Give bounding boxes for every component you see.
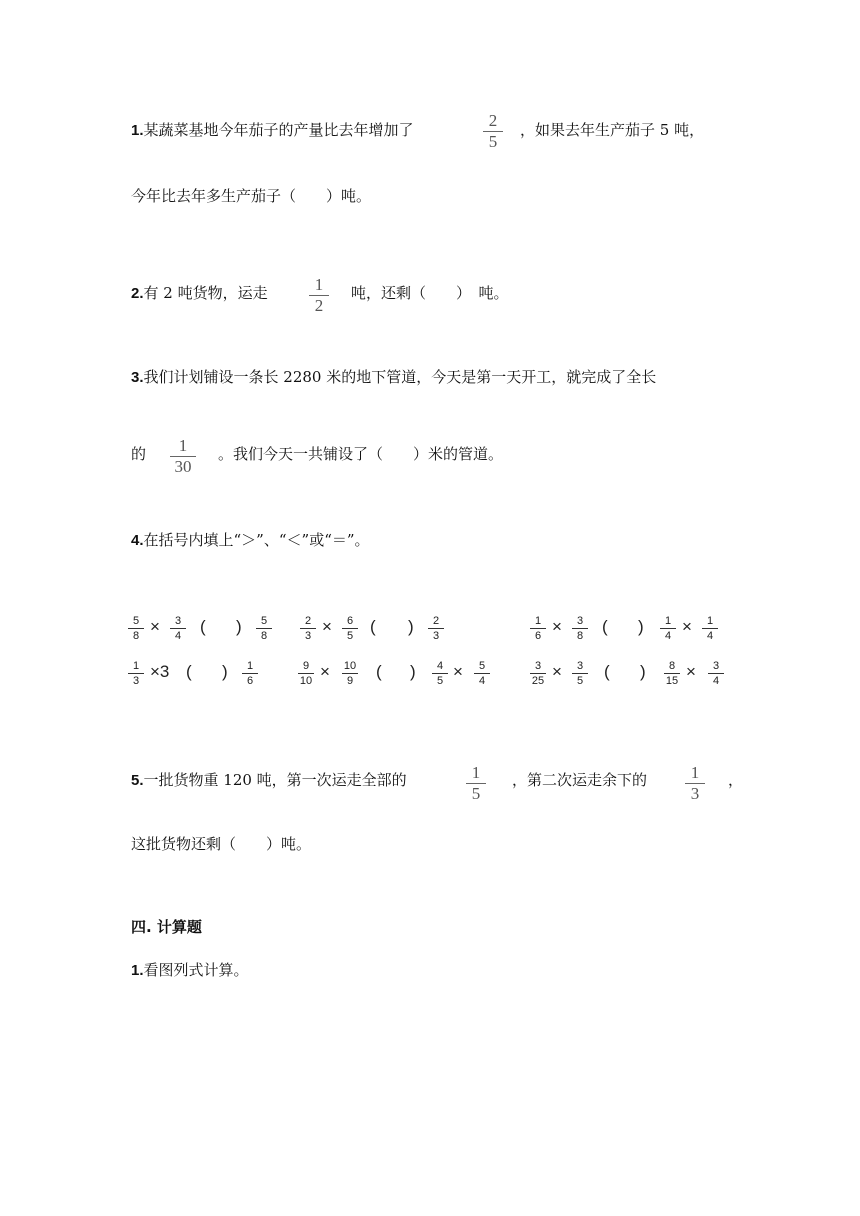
fraction: 10 9 — [343, 660, 357, 687]
fraction: 6 5 — [340, 615, 360, 642]
fraction: 5 4 — [472, 660, 492, 687]
q2-line — [131, 283, 268, 304]
times-sign: × — [320, 662, 330, 681]
q3-fraction — [170, 437, 196, 476]
q3-frac-numerator: 1 — [178, 436, 188, 455]
fraction: 1 4 — [658, 615, 678, 642]
answer-paren-open: ( — [186, 662, 192, 681]
fraction: 3 4 — [168, 615, 188, 642]
times-three: ×3 — [150, 662, 170, 681]
q1-text-b: ，如果去年生产茄子 5 吨， — [520, 121, 705, 139]
fraction: 5 8 — [126, 615, 146, 642]
answer-paren-close: ) — [410, 662, 416, 681]
q2-frac-denominator: 2 — [314, 296, 324, 315]
fraction: 1 6 — [240, 660, 260, 687]
q4-line — [131, 530, 370, 551]
answer-paren-open: ( — [602, 617, 608, 636]
answer-paren-close: ) — [222, 662, 228, 681]
times-sign: × — [682, 617, 692, 636]
times-sign: × — [552, 617, 562, 636]
q5-line2: 这批货物还剩（ ）吨。 — [131, 835, 312, 853]
q1-frac-denominator: 5 — [488, 132, 498, 151]
q3-frac-denominator: 30 — [174, 457, 192, 476]
q1-line1 — [131, 120, 414, 141]
q5-frac1-numerator: 1 — [471, 763, 481, 782]
q3-text-b: 。我们今天一共铺设了（ ）米的管道。 — [218, 445, 504, 463]
q5-fraction-2 — [685, 764, 705, 803]
section4-item1 — [131, 960, 249, 981]
answer-paren-close: ) — [638, 617, 644, 636]
section-heading: 四. 计算题 — [131, 918, 202, 936]
fraction: 1 3 — [126, 660, 146, 687]
q5-text-b: ，第二次运走余下的 — [512, 771, 648, 789]
times-sign: × — [322, 617, 332, 636]
q3-number: 3. — [131, 369, 144, 386]
q5-line1 — [131, 770, 407, 791]
answer-paren-open: ( — [604, 662, 610, 681]
answer-paren-close: ) — [640, 662, 646, 681]
q3-line1 — [131, 367, 656, 388]
fraction: 5 8 — [254, 615, 274, 642]
fraction: 8 15 — [665, 660, 679, 687]
fraction: 3 25 — [531, 660, 545, 687]
q4-number: 4. — [131, 532, 144, 549]
q1-line2: 今年比去年多生产茄子（ ）吨。 — [131, 187, 372, 205]
q5-number: 5. — [131, 772, 144, 789]
answer-paren-close: ) — [236, 617, 242, 636]
q5-fraction-1 — [466, 764, 486, 803]
q4-text: 在括号内填上“＞”、“＜”或“＝”。 — [143, 531, 370, 549]
q2-text-b: 吨，还剩（ ） 吨。 — [351, 284, 509, 302]
answer-paren-open: ( — [376, 662, 382, 681]
fraction: 1 4 — [700, 615, 720, 642]
q2-number: 2. — [131, 285, 144, 302]
answer-paren-open: ( — [200, 617, 206, 636]
answer-paren-close: ) — [408, 617, 414, 636]
q2-fraction — [309, 276, 329, 315]
fraction: 3 4 — [706, 660, 726, 687]
answer-paren-open: ( — [370, 617, 376, 636]
section4-item1-text: 看图列式计算。 — [143, 961, 249, 979]
times-sign: × — [150, 617, 160, 636]
q5-frac1-denominator: 5 — [471, 784, 481, 803]
fraction: 1 6 — [528, 615, 548, 642]
q1-number: 1. — [131, 122, 144, 139]
q5-frac2-denominator: 3 — [690, 784, 700, 803]
times-sign: × — [686, 662, 696, 681]
times-sign: × — [552, 662, 562, 681]
q3-line1-text: 我们计划铺设一条长 2280 米的地下管道，今天是第一天开工，就完成了全长 — [143, 368, 657, 386]
q2-text-a: 有 2 吨货物，运走 — [143, 284, 268, 302]
times-sign: × — [453, 662, 463, 681]
section4-item1-number: 1. — [131, 962, 144, 979]
fraction: 3 8 — [570, 615, 590, 642]
q5-text-a: 一批货物重 120 吨，第一次运走全部的 — [143, 771, 407, 789]
fraction: 2 3 — [426, 615, 446, 642]
q1-fraction — [483, 112, 503, 151]
q1-text-a: 某蔬菜基地今年茄子的产量比去年增加了 — [143, 121, 414, 139]
q2-frac-numerator: 1 — [314, 275, 324, 294]
fraction: 3 5 — [570, 660, 590, 687]
fraction: 4 5 — [430, 660, 450, 687]
q3-text-a: 的 — [131, 445, 147, 463]
q1-frac-numerator: 2 — [488, 111, 498, 130]
fraction: 9 10 — [299, 660, 313, 687]
q5-text-c: ， — [728, 771, 744, 789]
fraction: 2 3 — [298, 615, 318, 642]
q5-frac2-numerator: 1 — [690, 763, 700, 782]
